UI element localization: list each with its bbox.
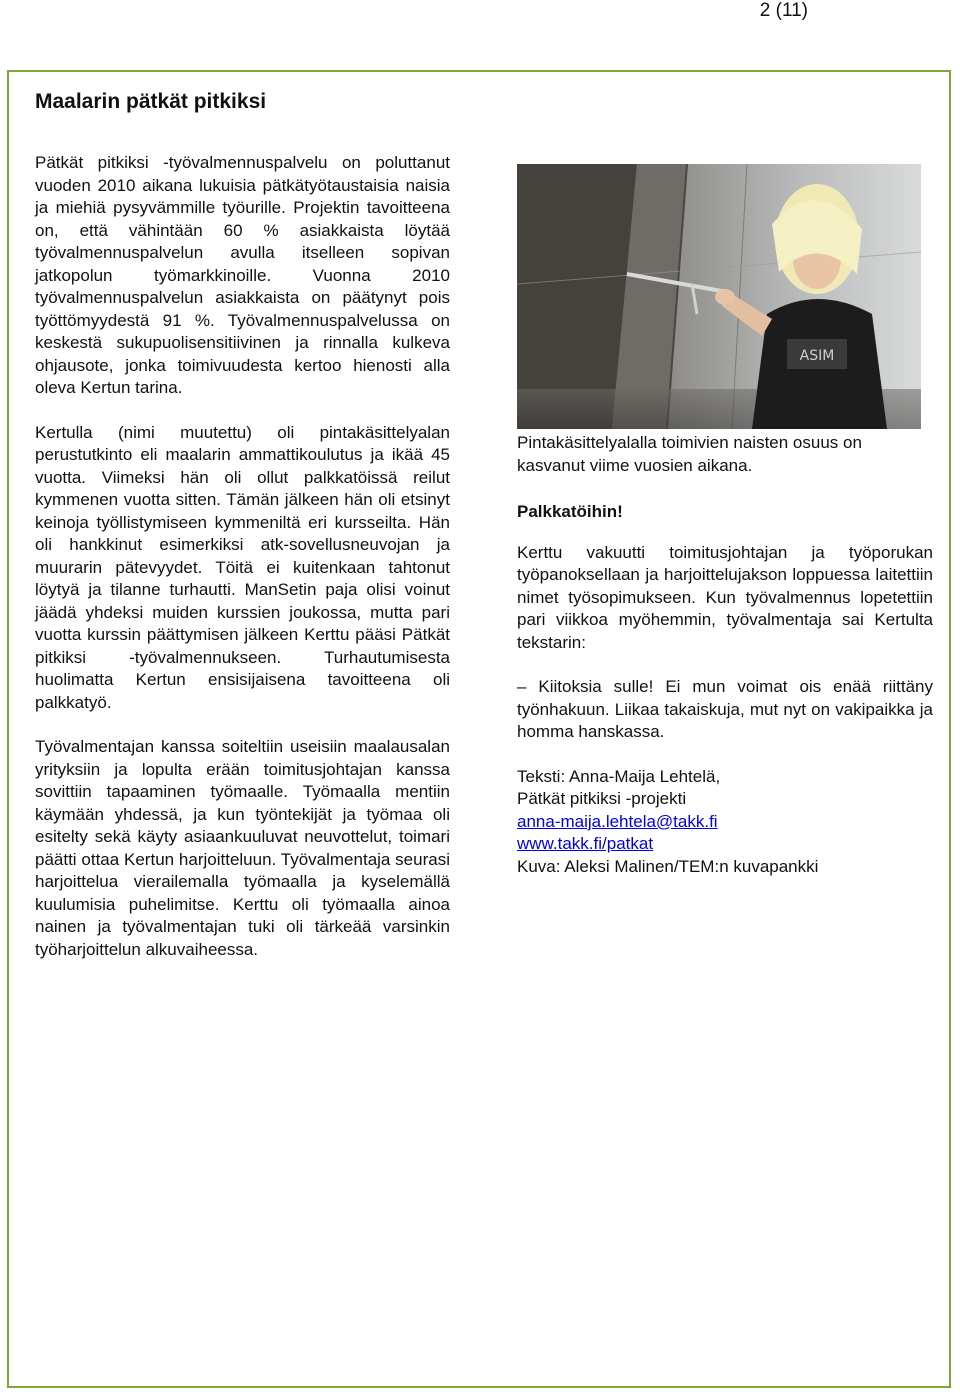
left-column xyxy=(35,152,450,983)
story-paragraph: Kertulla (nimi muutettu) oli pintakäsittelyalan perustutkinto eli maalarin ammattikoulutus ja ikää 45 vuotta. Viimeksi hän oli ollut palkkatöissä reilut kymmenen vuotta sitten. Tämän jälkeen hän oli etsinyt keinoja työllistymiseen kymmeniltä eri kursseilta. Hän oli hankkinut esimerkiksi atk-sovellusneuvojan ja muurarin pätevyydet. Töitä ei kuitenkaan tahtonut löytyä ja tilanne turhautti. ManSetin paja olisi voinut jäädä yhdeksi muiden kurssien joukossa, mutta pari vuotta kurssin päättymisen jälkeen Kerttu pääsi Pätkät pitkiksi -työvalmennukseen. Turhautumisesta huolimatta Kertun ensisijaisena tavoitteena oli palkkatyö. xyxy=(35,422,450,712)
section-heading: Palkkatöihin! xyxy=(517,502,623,521)
page-number: 2 (11) xyxy=(759,0,808,21)
project-credit: Pätkät pitkiksi -projekti xyxy=(517,789,687,808)
email-link[interactable]: anna-maija.lehtela@takk.fi xyxy=(517,811,718,831)
credits-block xyxy=(517,766,933,879)
photo-caption: Pintakäsittelyalalla toimivien naisten osuus on kasvanut viime vuosien aikana. xyxy=(517,433,862,475)
photo-credit: Kuva: Aleksi Malinen/TEM:n kuvapankki xyxy=(517,856,819,876)
quote-paragraph: – Kiitoksia sulle! Ei mun voimat ois enää riittäny työnhakuun. Liikaa takaiskuja, mut nyt on vakipaikka ja homma hanskassa. xyxy=(517,677,933,741)
author-credit: Teksti: Anna-Maija Lehtelä, xyxy=(517,766,721,786)
intro-paragraph: Pätkät pitkiksi -työvalmennuspalvelu on poluttanut vuoden 2010 aikana lukuisia pätkätyötaustaisia naisia ja miehiä pysyvämmille työurille. Projektin tavoitteena on, että vähintään 60 % asiakkaista löytää työvalmennuspalvelun avulla itselleen sopivan jatkopolun työmarkkinoille. Vuonna 2010 työvalmennuspalvelun asiakkaista on päätynyt pois työttömyydestä 91 %. Työvalmennuspalvelussa on keskestä sukupuolisensitiivinen ja rinnalla kulkeva ohjausote, jonka toimivuudesta kertoo hienosti alla oleva Kertun tarina. xyxy=(35,153,450,397)
website-link[interactable]: www.takk.fi/patkat xyxy=(517,834,654,853)
article-title: Maalarin pätkät pitkiksi xyxy=(35,90,267,113)
svg-text:ASIM: ASIM xyxy=(799,348,835,364)
painter-photo xyxy=(517,164,921,429)
story-paragraph-2: Työvalmentajan kanssa soiteltiin useisiin maalausalan yrityksiin ja lopulta erään toimitusjohtajan kanssa sovittiin tapaaminen työmaalle. Työmaalla mentiin käymään yhdessä, ja kun työntekijät ja työmaa oli esitelty sekä käyty asiaankuuluvat neuvottelut, toimari päätti ottaa Kertun harjoitteluun. Työvalmentaja seurasi harjoittelua vierailemalla työmaalla ja kyselemällä kuulumisia puhelimitse. Kerttu oli työmaalla ainoa nainen ja työvalmentajan tuki oli tärkeää varsinkin työharjoittelun alkuvaiheessa. xyxy=(35,737,450,959)
right-paragraph: Kerttu vakuutti toimitusjohtajan ja työporukan työpanoksellaan ja harjoittelujakson loppuessa laitettiin nimet työsopimukseen. Kun työvalmennus lopetettiin pari viikkoa myöhemmin, työvalmentaja sai Kertulta tekstarin: xyxy=(517,542,933,652)
right-column xyxy=(517,164,933,878)
